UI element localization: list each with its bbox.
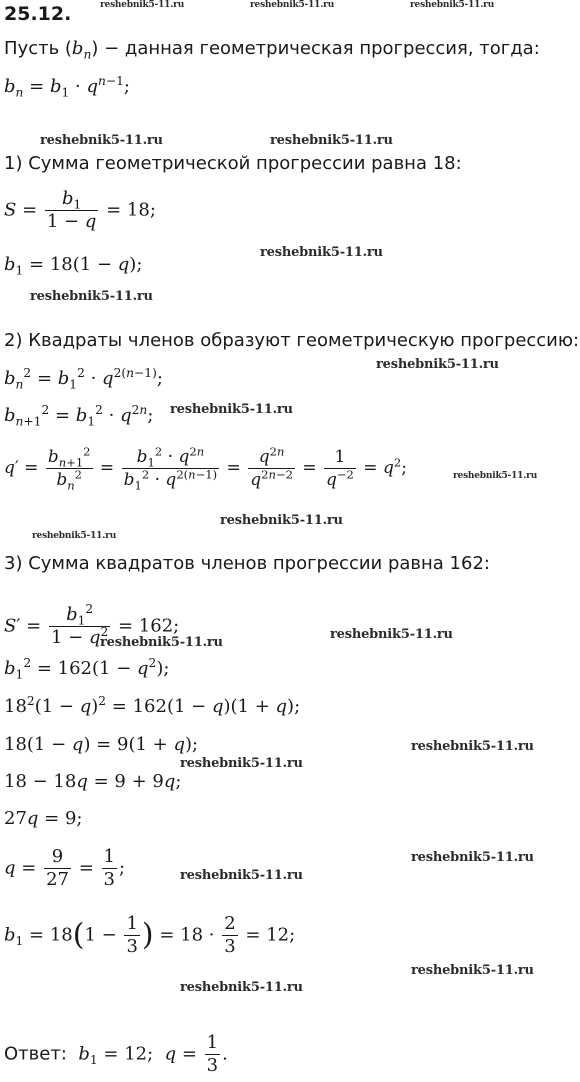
watermark: reshebnik5-11.ru xyxy=(410,0,495,10)
step3-eq4: 18(1 − q) = 9(1 + q); xyxy=(4,734,199,755)
step1-title: 1) Сумма геометрической прогрессии равна 18: xyxy=(4,153,462,174)
watermark: reshebnik5-11.ru xyxy=(170,402,293,417)
step3-eq7: q = $\frac{9}{27}$ = $\frac{1}{3}$ ; xyxy=(4,846,126,890)
watermark: reshebnik5-11.ru xyxy=(220,513,343,528)
step2-eq2: $b_{n+1}^2 = b_1^2 \cdot q^{2n}$; xyxy=(4,403,154,429)
formula-nth-term: $b_n = b_1 \cdot q^{n-1}$; xyxy=(4,74,130,100)
step3-eq3: $18^2(1 - q)^2 = 162(1 - q)(1 + q)$; xyxy=(4,694,301,717)
watermark: reshebnik5-11.ru xyxy=(411,739,534,754)
step3-eq2: $b_1^2 = 162(1 - q^2)$; xyxy=(4,656,170,682)
watermark: reshebnik5-11.ru xyxy=(411,963,534,978)
step2-eq1: $b_n^2 = b_1^2 \cdot q^{2(n-1)}$; xyxy=(4,366,163,392)
watermark: reshebnik5-11.ru xyxy=(180,980,303,995)
watermark: reshebnik5-11.ru xyxy=(270,133,393,148)
step1-eq2: $b_1 = 18(1 - q)$; xyxy=(4,254,143,278)
watermark: reshebnik5-11.ru xyxy=(30,289,153,304)
watermark: reshebnik5-11.ru xyxy=(453,471,538,481)
watermark: reshebnik5-11.ru xyxy=(411,850,534,865)
watermark: reshebnik5-11.ru xyxy=(100,0,185,10)
step3-eq5: 18 − 18q = 9 + 9q; xyxy=(4,771,182,792)
step3-title: 3) Сумма квадратов членов прогрессии равна 162: xyxy=(4,553,490,574)
intro-line: Пусть $(b_n)$ − данная геометрическая прогрессия, тогда: xyxy=(4,38,540,62)
watermark: reshebnik5-11.ru xyxy=(180,868,303,883)
watermark: reshebnik5-11.ru xyxy=(180,756,303,771)
step3-eq1: S′ = $\frac{b_1^2}{1 - q^2}$ = 162; xyxy=(4,602,180,648)
watermark: reshebnik5-11.ru xyxy=(40,133,163,148)
watermark: reshebnik5-11.ru xyxy=(250,0,335,10)
step2-title: 2) Квадраты членов образуют геометрическую прогрессию: xyxy=(4,330,580,351)
watermark: reshebnik5-11.ru xyxy=(100,635,223,650)
answer: Ответ: $b_1 = 12$; q = $\frac{1}{3}$ . xyxy=(4,1032,228,1076)
watermark: reshebnik5-11.ru xyxy=(32,531,117,541)
watermark: reshebnik5-11.ru xyxy=(260,245,383,260)
step2-eq3: q′ = $\frac{b_{n+1}^2}{b_n^2}$ = $\frac{b_1^2 \cdot q^{2n}}{b_1^2 \cdot q^{2(n-1)}}$ = $\frac{q^{2n}}{q^{2n-2}}$ = $\frac{1}{q^{-2}}$ = $q^2$; xyxy=(4,444,407,493)
step3-eq8: $b_1 = 18(1$ − $\frac{1}{3}$ ) = 18 · $\frac{2}{3}$ = 12; xyxy=(4,913,296,957)
step3-eq6: 27q = 9; xyxy=(4,808,83,829)
watermark: reshebnik5-11.ru xyxy=(330,627,453,642)
watermark: reshebnik5-11.ru xyxy=(376,357,499,372)
problem-number: 25.12. xyxy=(4,3,72,25)
step1-eq1: S = $\frac{b_1}{1 - q}$ = 18; xyxy=(4,188,156,232)
